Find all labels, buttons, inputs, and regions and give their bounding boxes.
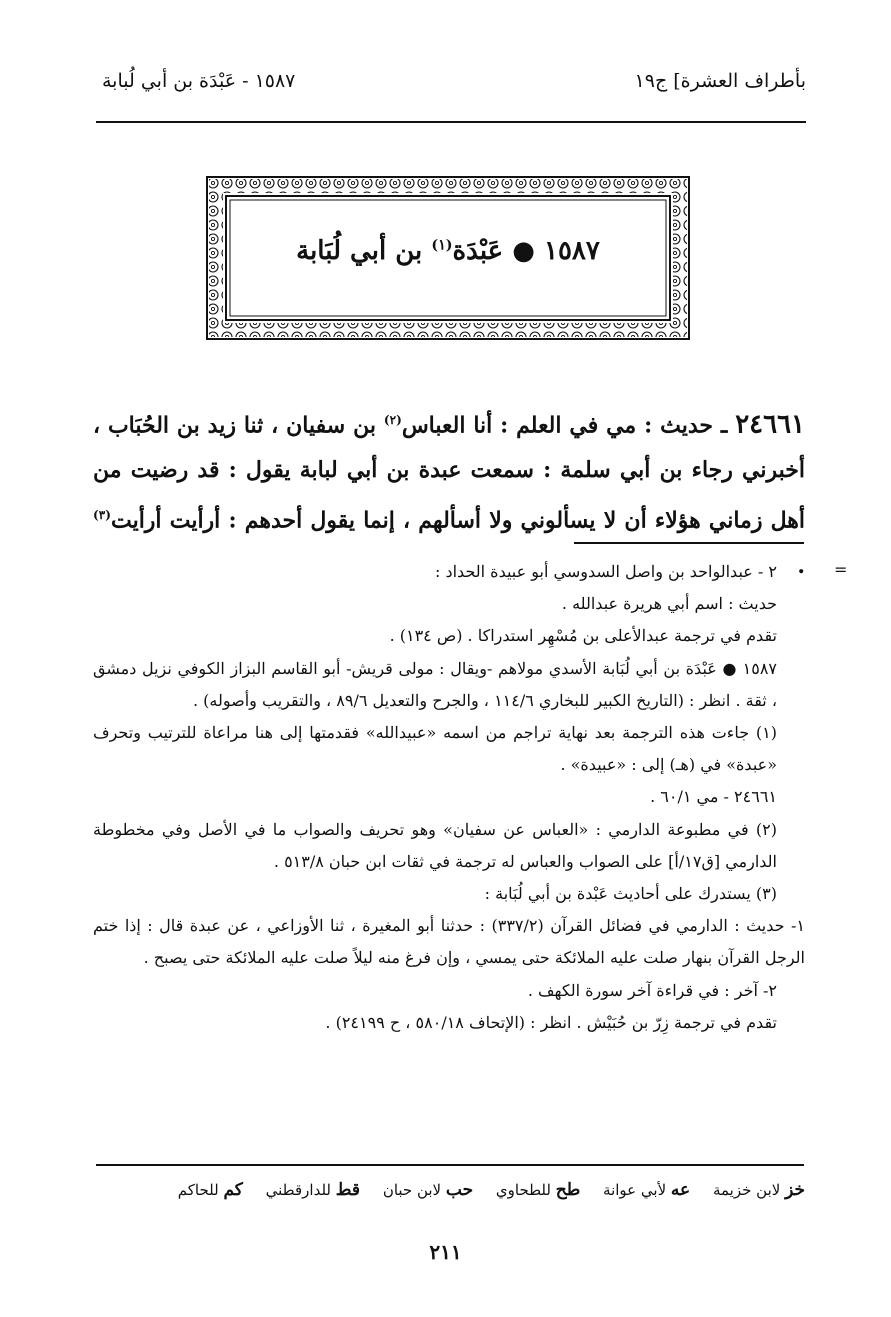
abbreviation-item: كم للحاكم [177, 1180, 243, 1200]
chapter-number: ١٥٨٧ [544, 236, 600, 266]
footnote-line: ٢- آخر : في قراءة آخر سورة الكهف . [527, 980, 777, 1000]
footnote-line: ٢٤٦٦١ - مي ٦٠/١ . [650, 787, 777, 807]
bullet-icon: ● [512, 236, 535, 266]
note-ref: (٣) [93, 508, 111, 523]
footnote-line: (٣) يستدرك على أحاديث عَبْدة بن أبي لُبَابة : [484, 884, 777, 904]
footnote-line: ٢ - عبدالواحد بن واصل السدوسي أبو عبيدة الحداد : [435, 562, 777, 581]
abbreviation-item: قط للدارقطني [265, 1180, 361, 1200]
abbreviations-legend [93, 1180, 805, 1200]
abbreviations-rule [96, 1164, 804, 1166]
hadith-text-1: ـ حديث : مي في العلم : أنا العباس [401, 412, 728, 439]
abbreviation-item: طح للطحاوي [495, 1180, 581, 1200]
chapter-name-rest: بن أبي لُبَابة [296, 236, 423, 266]
footnote-line: حديث : اسم أبي هريرة عبدالله . [561, 594, 777, 614]
hadith-end: . [797, 552, 805, 579]
footnote-line: ١- حديث : الدارمي في فضائل القرآن (٣٣٧/٢) : حدثنا أبو المغيرة ، ثنا الأوزاعي ، عن عبدة قال : إذا ختم الرجل القرآن بنهار صلت عليه الملائكة حتى يمسي ، وإن فرغ منه ليلاً صلت عليه الملائكة حتى يصبح . [93, 916, 806, 968]
header-rule [96, 121, 806, 123]
note-ref: (٢) [383, 413, 402, 427]
footnote-line: (١) جاءت هذه الترجمة بعد نهاية تراجم من اسمه «عبيدالله» فقدمتها إلى هنا مراعاة للترتيب وتحرف «عبدة» في (هـ) إلى : «عبيدة» . [93, 723, 777, 775]
footnote-line: تقدم في ترجمة عبدالأعلى بن مُسْهِر استدراكا . (ص ١٣٤) . [389, 626, 777, 646]
hadith-text-2: بن سفيان ، ثنا زيد بن الحُبَاب ، أخبرني رجاء بن أبي سلمة : سمعت عبدة بن أبي لبابة يقول : قد رضيت من أهل زماني هؤلاء أن لا يسألوني ولا أسألهم ، إنما يقول أحدهم : أرأيت أرأيت [93, 412, 805, 534]
header-entry: ١٥٨٧ - عَبْدَة بن أبي لُبابة [102, 70, 296, 92]
header-volume: بأطراف العشرة] ج١٩ [634, 70, 806, 92]
footnote-line: ١٥٨٧ ● عَبْدَة بن أبي لُبَابة الأسدي مولاهم -ويقال : مولى قريش- أبو القاسم البزاز الكوفي نزيل دمشق ، ثقة . انظر : (التاريخ الكبير للبخاري ١١٤/٦ ، والجرح والتعديل ٨٩/٦ ، والتقريب وأصوله) . [93, 658, 778, 710]
hadith-number: ٢٤٦٦١ [735, 409, 806, 440]
abbreviation-item: خز لابن خزيمة [712, 1180, 805, 1200]
abbreviation-item: حب لابن حبان [382, 1180, 474, 1200]
footnote-line: (٢) في مطبوعة الدارمي : «العباس عن سفيان» وهو تحريف والصواب ما في الأصل وفي مخطوطة الدارمي [ق١٧/أ] على الصواب والعباس له ترجمة في ثقات ابن حبان ٥١٣/٨ . [93, 819, 777, 871]
footnotes [93, 556, 805, 1039]
chapter-frame [206, 176, 690, 340]
note-ref: (١) [431, 237, 453, 254]
page-number: ٢١١ [429, 1240, 462, 1264]
footnote-line: تقدم في ترجمة زِرّ بن حُبَيْش . انظر : (الإتحاف ٥٨٠/١٨ ، ح ٢٤١٩٩) . [325, 1012, 777, 1032]
margin-mark: = [834, 560, 848, 579]
chapter-name: عَبْدَة [452, 236, 504, 266]
chapter-title [236, 236, 660, 266]
footnote-rule [574, 542, 804, 544]
running-header [96, 64, 806, 104]
abbreviation-item: عه لأبي عوانة [603, 1180, 691, 1200]
